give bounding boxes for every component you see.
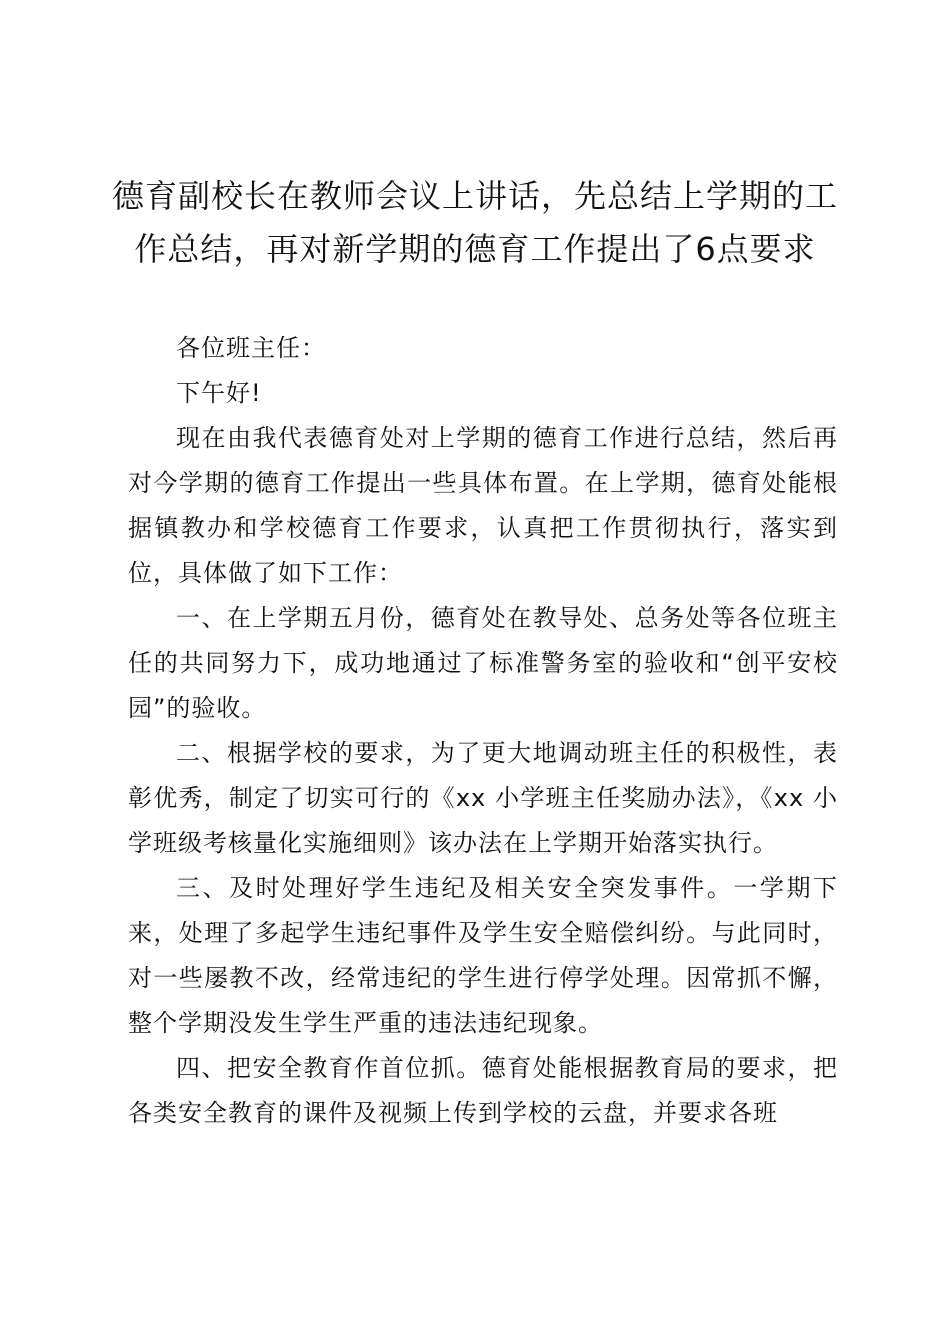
- greeting: 下午好!: [176, 379, 262, 407]
- paragraph-item-4: 四、把安全教育作首位抓。德育处能根据教育局的要求，把各类安全教育的课件及视频上传到学校的云盘，并要求各班: [128, 1054, 838, 1127]
- document-title: 德育副校长在教师会议上讲话，先总结上学期的工作总结，再对新学期的德育工作提出了6点要求: [111, 177, 838, 268]
- paragraph-intro: 现在由我代表德育处对上学期的德育工作进行总结，然后再对今学期的德育工作提出一些具体布置。在上学期，德育处能根据镇教办和学校德育工作要求，认真把工作贯彻执行，落实到位，具体做了如下工作：: [128, 424, 838, 587]
- paragraph-item-1: 一、在上学期五月份，德育处在教导处、总务处等各位班主任的共同努力下，成功地通过了标准警务室的验收和“创平安校园”的验收。: [128, 604, 838, 722]
- salutation: 各位班主任：: [176, 334, 326, 362]
- paragraph-item-2: 二、根据学校的要求，为了更大地调动班主任的积极性，表彰优秀，制定了切实可行的《xx 小学班主任奖励办法》，《xx 小学班级考核量化实施细则》该办法在上学期开始落实执行。: [128, 739, 838, 857]
- paragraph-item-3: 三、及时处理好学生违纪及相关安全突发事件。一学期下来，处理了多起学生违纪事件及学生安全赔偿纠纷。与此同时，对一些屡教不改，经常违纪的学生进行停学处理。因常抓不懈，整个学期没发生学生严重的违法违纪现象。: [128, 874, 838, 1037]
- document-body: [128, 326, 838, 1136]
